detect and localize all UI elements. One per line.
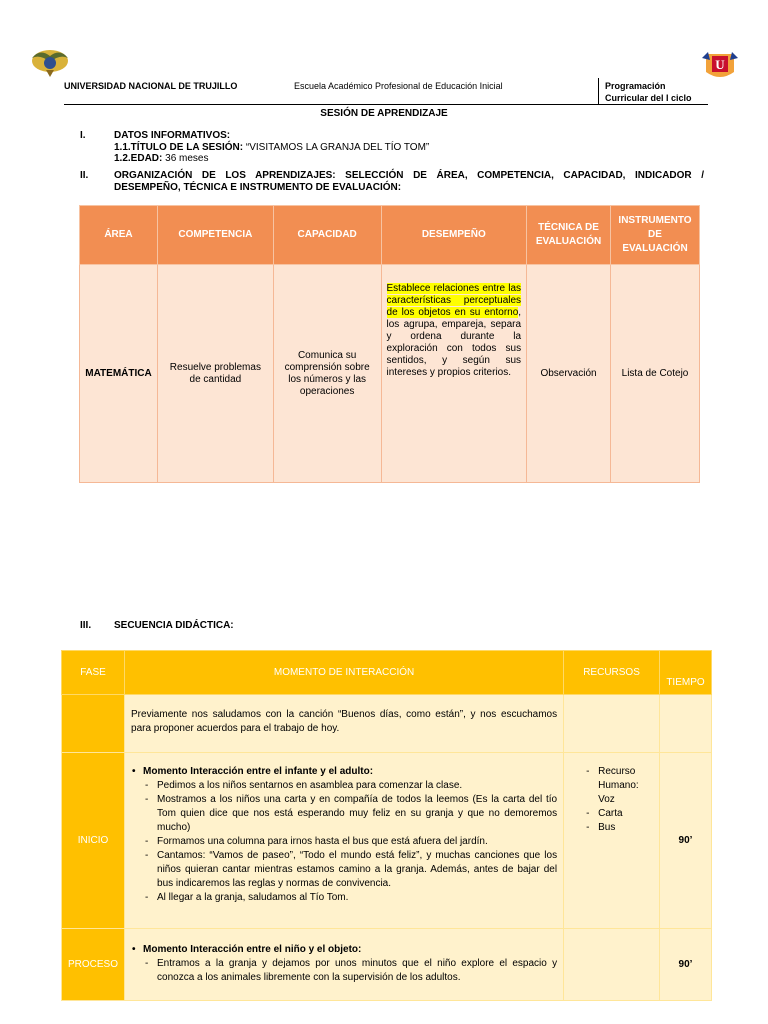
- inicio-bullet: • Momento Interacción entre el infante y el adulto:: [143, 765, 557, 779]
- col-header-tecnica: TÉCNICA DE EVALUACIÓN: [527, 206, 611, 265]
- col-header-momento: MOMENTO DE INTERACCIÓN: [125, 651, 564, 695]
- col-header-area: ÁREA: [80, 206, 158, 265]
- recurso-item: - Recurso Humano: Voz: [598, 765, 653, 807]
- proceso-activity-list: [131, 957, 557, 985]
- col-header-competencia: COMPETENCIA: [157, 206, 273, 265]
- session-title-value: “VISITAMOS LA GRANJA DEL TÍO TOM”: [245, 141, 430, 153]
- inicio-activity-list: [131, 779, 557, 905]
- intro-fase-cell: [62, 695, 125, 753]
- table-header-row: [80, 206, 700, 265]
- university-name: UNIVERSIDAD NACIONAL DE TRUJILLO: [64, 81, 238, 91]
- cell-capacidad: Comunica su comprensión sobre los números y las operaciones: [273, 265, 381, 483]
- school-name: Escuela Académico Profesional de Educación Inicial: [294, 81, 503, 91]
- desempeno-highlight: Establece relaciones entre las características perceptuales de los objetos en su entorno: [386, 283, 522, 318]
- program-label: [605, 80, 692, 104]
- col-header-fase: FASE: [62, 651, 125, 695]
- col-header-recursos: RECURSOS: [564, 651, 660, 695]
- header-rule: [64, 104, 708, 105]
- section-3-heading: SECUENCIA DIDÁCTICA:: [114, 620, 234, 631]
- proceso-tiempo: 90’: [660, 929, 712, 1001]
- svg-text:U: U: [715, 57, 725, 72]
- university-logo: [30, 44, 70, 78]
- program-line-1: Programación: [605, 81, 666, 91]
- cell-tecnica: Observación: [527, 265, 611, 483]
- inicio-content: [125, 753, 564, 929]
- list-item: - Entramos a la granja y dejamos por unos minutos que el niño explore el espacio y conozca a los animales libremente con la supervisión de los adultos.: [157, 957, 557, 985]
- inicio-bullet-list: [131, 765, 557, 779]
- age-label: 1.2.EDAD:: [114, 153, 163, 164]
- list-item: - Formamos una columna para irnos hasta el bus que está afuera del jardín.: [157, 835, 557, 849]
- table-row-inicio: [62, 753, 712, 929]
- didactic-sequence-table: [61, 650, 712, 1001]
- cell-instrumento: Lista de Cotejo: [611, 265, 700, 483]
- recursos-list: [570, 765, 653, 835]
- table-header-row: [62, 651, 712, 695]
- section-2-number: II.: [80, 170, 89, 181]
- proceso-bullet-list: [131, 943, 557, 957]
- col-header-instrumento: INSTRUMENTO DE EVALUACIÓN: [611, 206, 700, 265]
- session-title-line: [114, 142, 694, 154]
- section-2-heading-line-2: DESEMPEÑO, TÉCNICA E INSTRUMENTO DE EVALUACIÓN:: [114, 181, 402, 193]
- inicio-tiempo: 90’: [660, 753, 712, 929]
- proceso-bullet: • Momento Interacción entre el niño y el objeto:: [143, 943, 557, 957]
- intro-recursos-cell: [564, 695, 660, 753]
- section-2-heading-line-1: ORGANIZACIÓN DE LOS APRENDIZAJES: SELECCIÓN DE ÁREA, COMPETENCIA, CAPACIDAD, INDICADOR /: [114, 170, 704, 181]
- table-row: [80, 265, 700, 483]
- header-separator: [598, 78, 599, 105]
- list-item: - Cantamos: “Vamos de paseo”, “Todo el mundo está feliz”, y muchas canciones que los niños quieran cantar mientras estamos camino a la granja. Además, antes de bajar del bus indicaremos las reglas y normas de convivencia.: [157, 849, 557, 891]
- session-title-label: 1.1.TÍTULO DE LA SESIÓN:: [114, 141, 244, 153]
- intro-text: Previamente nos saludamos con la canción “Buenos días, como están”, y nos escuchamos para proponer acuerdos para el trabajo de hoy.: [125, 695, 564, 753]
- col-header-capacidad: CAPACIDAD: [273, 206, 381, 265]
- col-header-desempeno: DESEMPEÑO: [381, 206, 527, 265]
- cell-desempeno: [381, 265, 527, 483]
- fase-proceso: PROCESO: [62, 929, 125, 1001]
- col-header-tiempo: TIEMPO: [660, 651, 712, 695]
- section-1-heading: DATOS INFORMATIVOS:: [114, 130, 231, 141]
- proceso-recursos: [564, 929, 660, 1001]
- cell-competencia: Resuelve problemas de cantidad: [157, 265, 273, 483]
- section-3-number: III.: [80, 620, 92, 631]
- list-item: - Mostramos a los niños una carta y en compañía de todos la leemos (Es la carta del tío Tom quien dice que nos está esperando muy feliz en su granja y que no demoremos mucho): [157, 793, 557, 835]
- recurso-item: - Bus: [598, 821, 653, 835]
- inicio-recursos: [564, 753, 660, 929]
- school-logo: [700, 46, 740, 82]
- page-title: SESIÓN DE APRENDIZAJE: [320, 108, 448, 119]
- desempeno-rest: , los agrupa, empareja, separa y ordena durante la exploración con todos sus sentidos, y según sus intereses y propios criterios.: [386, 307, 522, 378]
- section-1: [114, 130, 694, 165]
- program-line-2: Curricular del I ciclo: [605, 93, 692, 103]
- table-row-proceso: [62, 929, 712, 1001]
- fase-inicio: INICIO: [62, 753, 125, 929]
- list-item: - Pedimos a los niños sentarnos en asamblea para comenzar la clase.: [157, 779, 557, 793]
- learning-organization-table: [79, 205, 700, 483]
- cell-area: MATEMÁTICA: [80, 265, 158, 483]
- list-item: - Al llegar a la granja, saludamos al Tío Tom.: [157, 891, 557, 905]
- recurso-item: - Carta: [598, 807, 653, 821]
- age-value: 36 meses: [165, 153, 209, 164]
- proceso-content: [125, 929, 564, 1001]
- table-row: [62, 695, 712, 753]
- section-2-heading: [114, 170, 704, 193]
- intro-tiempo-cell: [660, 695, 712, 753]
- section-1-number: I.: [80, 130, 86, 141]
- age-line: [114, 153, 694, 165]
